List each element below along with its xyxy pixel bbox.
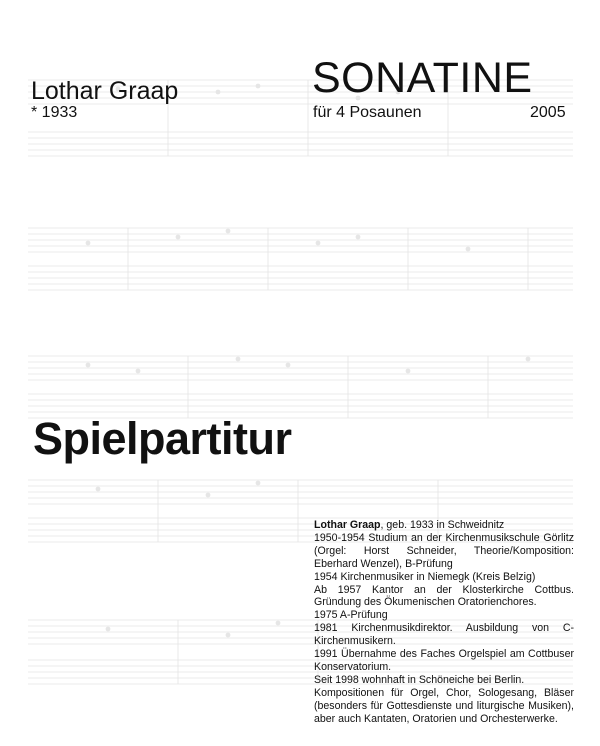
work-year: 2005 [530,104,566,121]
composer-name: Lothar Graap [31,77,179,105]
biography-intro [314,519,574,532]
biography-line: 1981 Kirchenmusikdirektor. Ausbildung von C-Kirchenmusikern. [314,622,574,648]
biography-line: Ab 1957 Kantor an der Klosterkirche Cottbus. Gründung des Ökumenischen Oratorienchores. [314,583,574,609]
biography-line: Kompositionen für Orgel, Chor, Sologesang, Bläser (besonders für Gottesdienste und liturgische Musiken), aber auch Kantaten, Oratorien und Orchesterwerke. [314,686,574,725]
biography-birth: , geb. 1933 in Schweidnitz [380,519,505,531]
composer-birth-year: * 1933 [31,104,78,121]
biography-line: 1991 Übernahme des Faches Orgelspiel am Cottbuser Konservatorium. [314,648,574,673]
work-instrumentation: für 4 Posaunen [313,104,422,121]
edition-type: Spielpartitur [33,413,292,464]
biography-line: 1975 A-Prüfung [314,609,388,622]
biography-line: Seit 1998 wohnhaft in Schöneiche bei Berlin. [314,673,525,686]
composer-biography [314,519,574,726]
biography-name: Lothar Graap [314,519,381,531]
biography-line: 1954 Kirchenmusiker in Niemegk (Kreis Belzig) [314,570,536,583]
biography-line: 1950-1954 Studium an der Kirchenmusikschule Görlitz (Orgel: Horst Schneider, Theorie/Komposition: Eberhard Wenzel), B-Prüfung [314,531,574,570]
work-title: SONATINE [312,54,533,102]
